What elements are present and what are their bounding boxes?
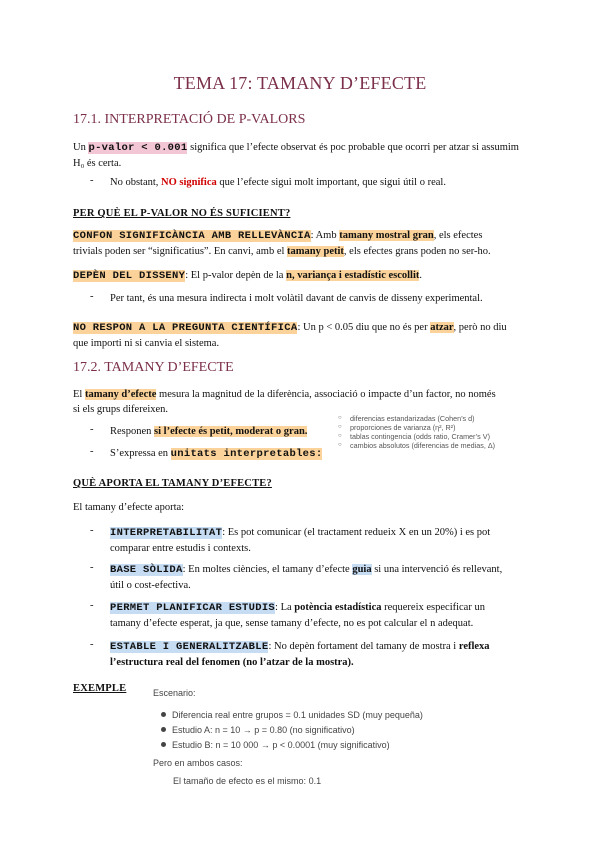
bullet-dash: -: [90, 175, 94, 186]
example-item: Diferencia real entre grupos = 0.1 unidades SD (muy pequeña): [153, 710, 423, 720]
paragraph-confusion: CONFON SIGNIFICÀNCIA AMB RELLEVÀNCIA: Amb tamany mostral gran, els efectes trivials poden ser “significatius”. En canvi, amb el tamany petit, els efectes grans poden no ser-ho.: [73, 230, 491, 257]
paragraph-design: DEPÈN DEL DISSENY: El p-valor depèn de la n, variança i estadístic escollit.: [73, 270, 423, 282]
intro-contributions: El tamany d’efecte aporta:: [73, 502, 185, 513]
paragraph-pvalue: Un p-valor < 0.001 significa que l’efecte observat és poc probable que ocorri per atzar si assumim H₀ és certa.: [73, 142, 519, 169]
item-solid-base: BASE SÒLIDA: En moltes ciències, el tamany d’efecte guia si una intervenció és rellevant, útil o cost-efectiva.: [110, 564, 503, 591]
pvalue-code: p-valor < 0.001: [88, 142, 188, 154]
bullet-indirect: Per tant, és una mesura indirecta i molt volàtil davant de canvis de disseny experimental.: [110, 293, 483, 304]
section-heading-1: 17.1. INTERPRETACIÓ DE P-VALORS: [73, 112, 306, 127]
page-title: TEMA 17: TAMANY D’EFECTE: [173, 73, 427, 93]
subheading-why: PER QUÈ EL P-VALOR NO ÉS SUFICIENT?: [73, 208, 291, 219]
bullet-dash: -: [90, 600, 94, 611]
units-list-item: ○ tablas contingencia (odds ratio, Cramer’s V): [338, 432, 538, 441]
bullet-dash: -: [90, 291, 94, 302]
example-title: Escenario:: [153, 688, 196, 698]
section-heading-2: 17.2. TAMANY D’EFECTE: [73, 360, 234, 375]
bullet-dash: -: [90, 562, 94, 573]
paragraph-effect-size: El tamany d’efecte mesura la magnitud de la diferència, associació o impacte d’un factor, no només si els grups difereixen.: [73, 389, 496, 415]
units-list-item: ○ diferencias estandarizadas (Cohen’s d): [338, 414, 538, 423]
item-planning: PERMET PLANIFICAR ESTUDIS: La potència estadística requereix especificar un tamany d’efecte esperat, ja que, sense tamany d’efecte, no es pot calcular el n adequat.: [110, 602, 485, 629]
item-interpretability: INTERPRETABILITAT: Es pot comunicar (el tractament redueix X en un 20%) i es pot comparar entre estudis i contexts.: [110, 527, 491, 554]
example-item: Estudio A: n = 10 → p = 0.80 (no significativo): [153, 725, 355, 735]
example-result: El tamaño de efecto es el mismo: 0.1: [173, 776, 322, 786]
bullet-dash: -: [90, 639, 94, 650]
subheading-contributions: QUÈ APORTA EL TAMANY D’EFECTE?: [73, 478, 272, 489]
bullet-dash: -: [90, 446, 94, 457]
example-label: EXEMPLE: [73, 683, 127, 694]
bullet-not-significant: No obstant, NO significa que l’efecte sigui molt important, que sigui útil o real.: [110, 177, 446, 188]
example-item: Estudio B: n = 10 000 → p < 0.0001 (muy significativo): [153, 740, 390, 750]
units-list-item: ○ proporciones de varianza (η², R²): [338, 423, 538, 432]
bullet-magnitude: Responen si l’efecte és petit, moderat o gran.: [110, 426, 308, 437]
bullet-dash: -: [90, 424, 94, 435]
units-list-item: ○ cambios absolutos (diferencias de medias, Δ): [338, 441, 538, 450]
example-box: [153, 684, 536, 784]
paragraph-scientific: NO RESPON A LA PREGUNTA CIENTÍFICA: Un p < 0.05 diu que no és per atzar, però no diu que importi ni si canvia el sistema.: [73, 322, 507, 349]
example-both: Pero en ambos casos:: [153, 758, 243, 768]
bullet-units: S’expressa en unitats interpretables:: [110, 448, 323, 460]
bullet-dash: -: [90, 525, 94, 536]
item-stable: ESTABLE I GENERALITZABLE: No depèn fortament del tamany de mostra i reflexa l’estructura real del fenomen (no l’atzar de la mostra).: [110, 641, 490, 668]
units-list: [338, 414, 538, 450]
